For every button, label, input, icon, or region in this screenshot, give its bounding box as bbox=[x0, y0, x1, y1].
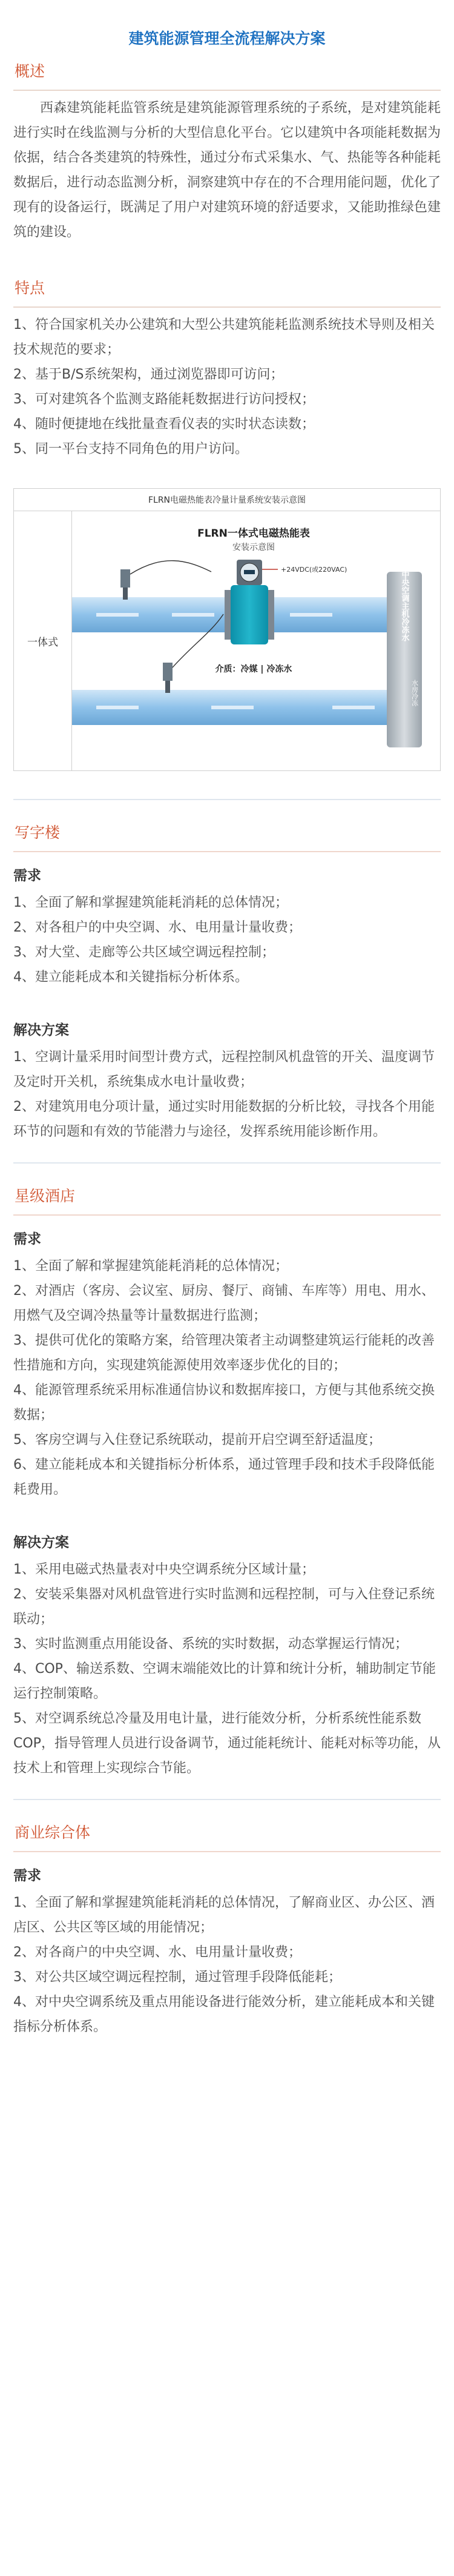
list-item: 5、同一平台支持不同角色的用户访问。 bbox=[13, 442, 248, 457]
features-list bbox=[13, 313, 441, 462]
mall-heading: 商业综合体 bbox=[15, 1824, 91, 1841]
divider bbox=[13, 90, 441, 91]
mall-header bbox=[13, 1821, 441, 1852]
list-item: 2、基于B/S系统架构，通过浏览器即可访问； bbox=[13, 367, 284, 382]
list-item: 4、建立能耗成本和关键指标分析体系。 bbox=[13, 970, 248, 985]
list-item: 2、对酒店（客房、会议室、厨房、餐厅、商铺、车库等）用电、用水、用燃气及空调冷热量等计量数据进行监测； bbox=[13, 1283, 435, 1323]
flow-arrow bbox=[96, 613, 139, 617]
divider bbox=[13, 1214, 441, 1216]
flow-arrow bbox=[96, 706, 139, 709]
list-item: 5、对空调系统总冷量及用电计量，进行能效分析，分析系统性能系数COP，指导管理人员进行设备调节，通过能耗统计、能耗对标等功能，从技术上和管理上实现综合节能。 bbox=[13, 1711, 441, 1776]
list-item: 1、符合国家机关办公建筑和大型公共建筑能耗监测系统技术导则及相关技术规范的要求； bbox=[13, 317, 435, 357]
mall-needs bbox=[13, 1890, 441, 2039]
office-solution-title: 解决方案 bbox=[13, 1022, 69, 1038]
list-item: 4、COP、输送系数、空调末端能效比的计算和统计分析，辅助制定节能运行控制策略。 bbox=[13, 1661, 436, 1701]
medium-label: 介质：冷媒 | 冷冻水 bbox=[215, 664, 292, 674]
hotel-needs bbox=[13, 1254, 441, 1502]
diagram-type-label: 一体式 bbox=[14, 511, 72, 770]
features-heading: 特点 bbox=[15, 279, 45, 297]
meter-subtitle: 安装示意图 bbox=[232, 543, 275, 552]
flow-arrow bbox=[332, 706, 375, 709]
list-item: 1、全面了解和掌握建筑能耗消耗的总体情况； bbox=[13, 1259, 288, 1274]
meter-title: FLRN一体式电磁热能表 bbox=[197, 528, 310, 540]
office-need-title: 需求 bbox=[13, 868, 41, 884]
office-needs bbox=[13, 890, 441, 990]
mall-need-title: 需求 bbox=[13, 1868, 41, 1884]
divider bbox=[13, 306, 441, 308]
diagram-svg bbox=[72, 511, 440, 770]
hotel-header bbox=[13, 1184, 441, 1216]
hotel-heading: 星级酒店 bbox=[15, 1187, 76, 1205]
hotel-solution-title: 解决方案 bbox=[13, 1535, 69, 1551]
overview-text: 西森建筑能耗监管系统是建筑能源管理系统的子系统，是对建筑能耗进行实时在线监测与分析的大型信息化平台。它以建筑中各项能耗数据为依据，结合各类建筑的特殊性，通过分布式采集水、气、热能等各种能耗数据后，进行动态监测分析，洞察建筑中存在的不合理用能问题，优化了现有的设备运行，既满足了用户对建筑环境的舒适要求，又能助推绿色建筑的建设。 bbox=[13, 101, 441, 240]
divider bbox=[13, 1162, 441, 1164]
chiller-label: 去中央空调主机冷冻水 bbox=[400, 563, 409, 641]
power-label: +24VDC(或220VAC) bbox=[281, 566, 347, 574]
office-header bbox=[13, 821, 441, 852]
list-item: 4、随时便捷地在线批量查看仪表的实时状态读数； bbox=[13, 417, 315, 432]
page-title: 建筑能源管理全流程解决方案 bbox=[128, 30, 326, 47]
temperature-sensor-upper bbox=[120, 561, 211, 600]
list-item: 3、可对建筑各个监测支路能耗数据进行访问授权； bbox=[13, 392, 315, 407]
overview-header bbox=[13, 59, 441, 91]
divider bbox=[13, 851, 441, 852]
hotel-solutions bbox=[13, 1557, 441, 1781]
features-header bbox=[13, 276, 441, 308]
flow-arrow bbox=[211, 706, 254, 709]
overview-heading: 概述 bbox=[15, 62, 45, 80]
list-item: 4、对中央空调系统及重点用能设备进行能效分析，建立能耗成本和关键指标分析体系。 bbox=[13, 1995, 435, 2035]
list-item: 1、全面了解和掌握建筑能耗消耗的总体情况； bbox=[13, 895, 288, 910]
list-item: 2、对各租户的中央空调、水、电用量计量收费； bbox=[13, 920, 301, 935]
divider bbox=[13, 1851, 441, 1852]
diagram-caption: FLRN电磁热能表冷量计量系统安装示意图 bbox=[14, 489, 440, 511]
diagram-body bbox=[14, 511, 440, 770]
divider bbox=[13, 1799, 441, 1800]
installation-diagram bbox=[13, 488, 441, 771]
list-item: 3、提供可优化的策略方案，给管理决策者主动调整建筑运行能耗的改善性措施和方向，实现建筑能源使用效率逐步优化的目的； bbox=[13, 1333, 435, 1373]
office-heading: 写字楼 bbox=[15, 824, 61, 841]
list-item: 4、能源管理系统采用标准通信协议和数据库接口，方便与其他系统交换数据； bbox=[13, 1383, 435, 1423]
list-item: 2、对各商户的中央空调、水、电用量计量收费； bbox=[13, 1945, 301, 1960]
list-item: 2、安装采集器对风机盘管进行实时监测和远程控制，可与入住登记系统联动； bbox=[13, 1587, 435, 1627]
electromagnetic-meter bbox=[225, 560, 274, 644]
chiller-label-2: 水房冷冻 bbox=[410, 680, 419, 706]
list-item: 1、采用电磁式热量表对中央空调系统分区域计量； bbox=[13, 1562, 315, 1577]
list-item: 5、客房空调与入住登记系统联动，提前开启空调至舒适温度； bbox=[13, 1432, 381, 1448]
diagram-illustration bbox=[72, 511, 440, 770]
list-item: 3、对公共区域空调远程控制，通过管理手段降低能耗； bbox=[13, 1970, 341, 1985]
list-item: 6、建立能耗成本和关键指标分析体系，通过管理手段和技术手段降低能耗费用。 bbox=[13, 1457, 435, 1497]
list-item: 3、对大堂、走廊等公共区域空调远程控制； bbox=[13, 945, 275, 960]
list-item: 2、对建筑用电分项计量，通过实时用能数据的分析比较，寻找各个用能环节的问题和有效的节能潜力与途径，发挥系统用能诊断作用。 bbox=[13, 1099, 435, 1139]
divider bbox=[13, 799, 441, 800]
list-item: 1、空调计量采用时间型计费方式，远程控制风机盘管的开关、温度调节及定时开关机，系统集成水电计量收费； bbox=[13, 1050, 435, 1090]
flow-arrow bbox=[172, 613, 214, 617]
list-item: 3、实时监测重点用能设备、系统的实时数据，动态掌握运行情况； bbox=[13, 1637, 408, 1652]
list-item: 1、全面了解和掌握建筑能耗消耗的总体情况，了解商业区、办公区、酒店区、公共区等区域的用能情况； bbox=[13, 1895, 435, 1935]
office-solutions bbox=[13, 1045, 441, 1144]
flow-arrow bbox=[290, 613, 332, 617]
hotel-need-title: 需求 bbox=[13, 1231, 41, 1247]
